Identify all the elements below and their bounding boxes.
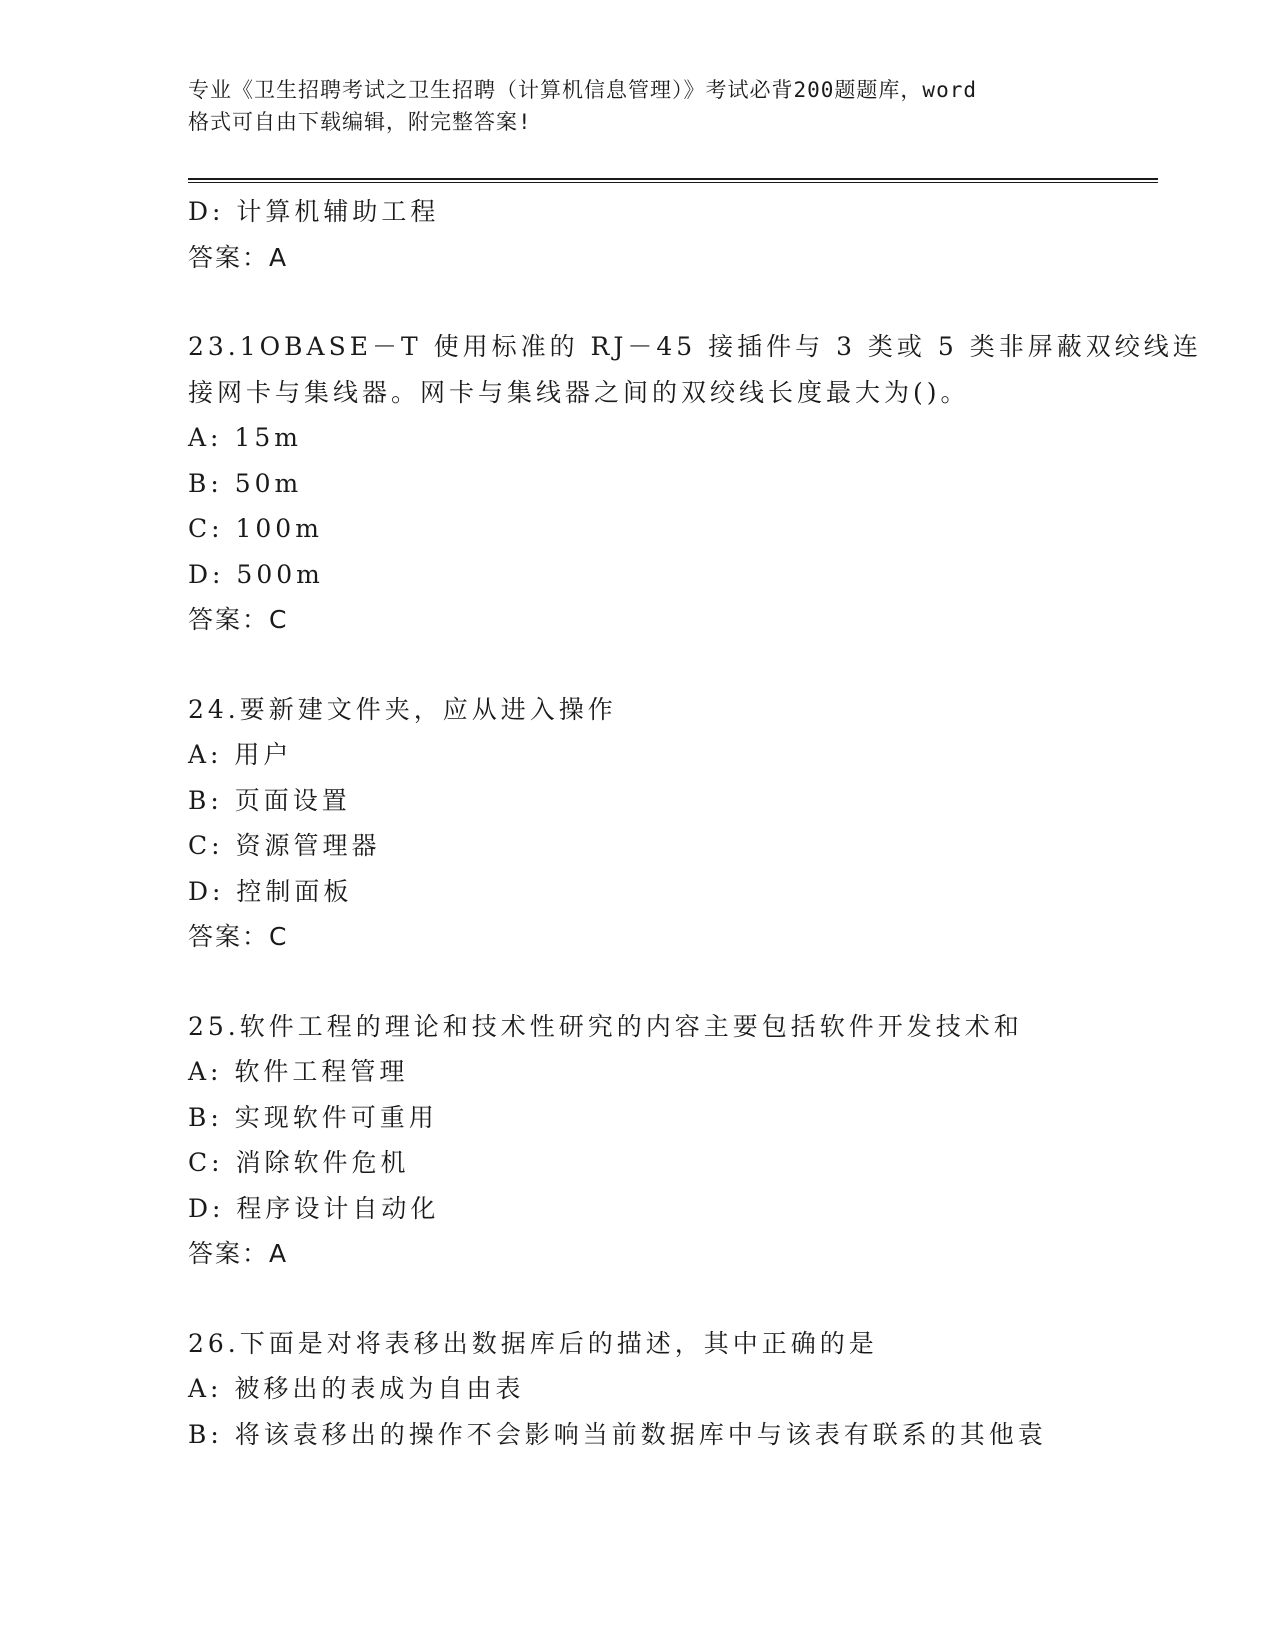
option-c: C: 资源管理器 bbox=[188, 831, 381, 860]
question-stem: 23.1OBASE－T 使用标准的 RJ－45 接插件与 3 类或 5 类非屏蔽双绞线连 bbox=[188, 332, 1202, 361]
option-b: B: 50m bbox=[188, 468, 303, 498]
option-a: A: 用户 bbox=[188, 740, 293, 769]
answer: 答案：C bbox=[188, 922, 289, 951]
question-stem-cont: 接网卡与集线器。网卡与集线器之间的双绞线长度最大为()。 bbox=[188, 377, 970, 407]
question-stem: 25.软件工程的理论和技术性研究的内容主要包括软件开发技术和 bbox=[188, 1011, 1023, 1041]
question-list bbox=[188, 189, 1202, 1457]
option-b: B: 实现软件可重用 bbox=[188, 1102, 438, 1132]
header-line-2: 格式可自由下载编辑，附完整答案! bbox=[188, 110, 532, 134]
option-a: A: 被移出的表成为自由表 bbox=[188, 1374, 525, 1403]
question-23 bbox=[188, 324, 1202, 643]
option-d: D: 程序设计自动化 bbox=[188, 1193, 440, 1223]
question-stem: 26.下面是对将表移出数据库后的描述，其中正确的是 bbox=[188, 1328, 878, 1358]
option-c: C: 消除软件危机 bbox=[188, 1148, 410, 1177]
option-b: B: 将该袁移出的操作不会影响当前数据库中与该表有联系的其他袁 bbox=[188, 1419, 1047, 1449]
answer: 答案：A bbox=[188, 1239, 289, 1268]
option-d: D: 控制面板 bbox=[188, 876, 353, 906]
option-d: D: 计算机辅助工程 bbox=[188, 197, 440, 226]
page-header bbox=[188, 74, 1088, 138]
header-line-1: 专业《卫生招聘考试之卫生招聘（计算机信息管理）》考试必背200题题库，word bbox=[188, 78, 977, 102]
option-b: B: 页面设置 bbox=[188, 785, 351, 815]
question-22-tail bbox=[188, 189, 1128, 280]
question-stem: 24.要新建文件夹，应从进入操作 bbox=[188, 694, 617, 724]
question-25 bbox=[188, 1004, 1128, 1277]
option-d: D: 500m bbox=[188, 559, 324, 589]
answer: 答案：A bbox=[188, 242, 289, 272]
question-26 bbox=[188, 1321, 1128, 1458]
answer: 答案：C bbox=[188, 605, 289, 634]
header-divider bbox=[188, 178, 1158, 183]
option-a: A: 软件工程管理 bbox=[188, 1057, 409, 1086]
option-a: A: 15m bbox=[188, 423, 302, 452]
option-c: C: 100m bbox=[188, 514, 323, 543]
question-24 bbox=[188, 687, 1128, 960]
